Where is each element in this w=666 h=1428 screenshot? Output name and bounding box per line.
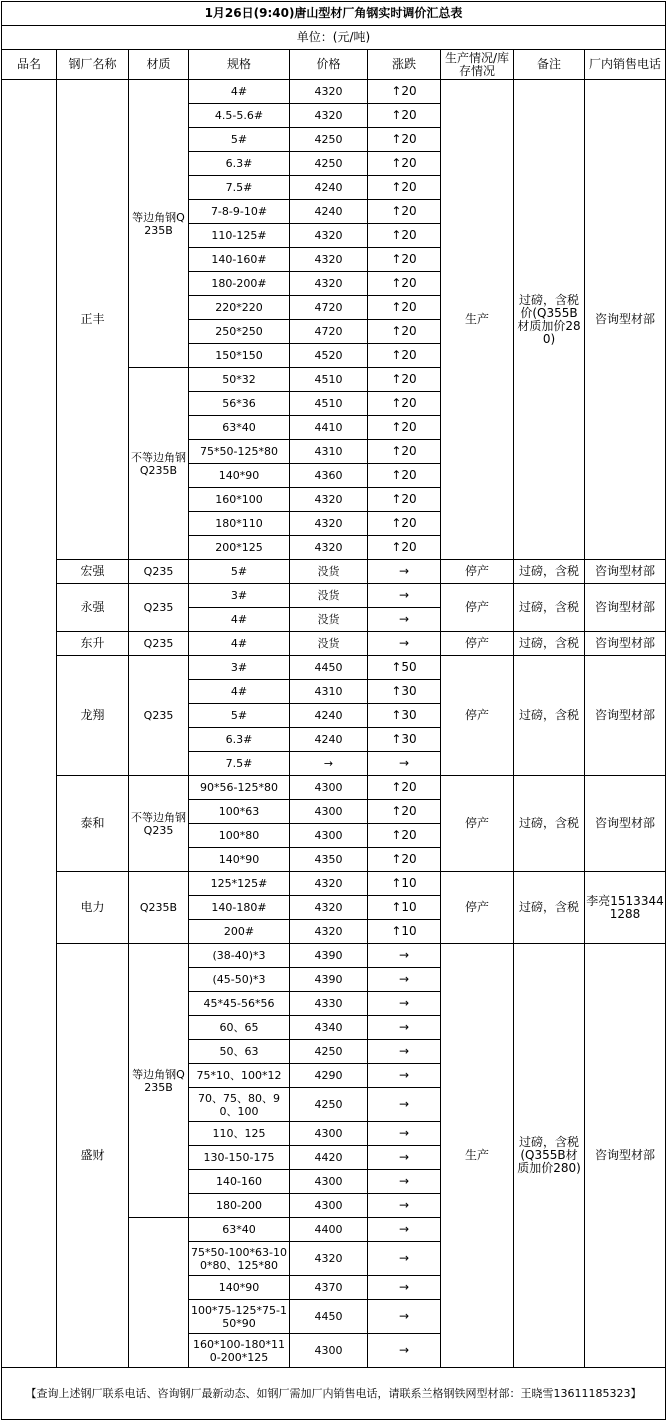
change-cell: ↑20 (368, 272, 441, 296)
spec-cell: 4# (189, 680, 290, 704)
spec-cell: 125*125# (189, 872, 290, 896)
price-cell: 4320 (290, 224, 368, 248)
price-cell: 没货 (290, 584, 368, 608)
price-cell: 4400 (290, 1218, 368, 1242)
change-cell: → (368, 1276, 441, 1300)
spec-cell: 4# (189, 632, 290, 656)
change-cell: ↑20 (368, 848, 441, 872)
table-row (2, 632, 666, 656)
spec-cell: 110、125 (189, 1122, 290, 1146)
price-cell: 4300 (290, 1170, 368, 1194)
price-cell: 4300 (290, 1334, 368, 1368)
price-cell: 4240 (290, 728, 368, 752)
change-cell: ↑20 (368, 248, 441, 272)
header-spec: 规格 (189, 50, 290, 80)
change-cell: ↑50 (368, 656, 441, 680)
header-material: 材质 (129, 50, 189, 80)
mill-name: 宏强 (57, 560, 129, 584)
price-cell: 4290 (290, 1064, 368, 1088)
status-cell: 停产 (441, 584, 514, 632)
spec-cell: 140-160# (189, 248, 290, 272)
product-cell (2, 80, 57, 1368)
change-cell: ↑20 (368, 440, 441, 464)
change-cell: → (368, 944, 441, 968)
price-cell: 4350 (290, 848, 368, 872)
spec-cell: 50、63 (189, 1040, 290, 1064)
change-cell: ↑10 (368, 896, 441, 920)
price-cell: 4320 (290, 872, 368, 896)
price-cell: 4360 (290, 464, 368, 488)
spec-cell: 100*63 (189, 800, 290, 824)
phone-cell: 咨询型材部 (585, 632, 666, 656)
spec-cell: 7.5# (189, 176, 290, 200)
spec-cell: 6.3# (189, 728, 290, 752)
change-cell: ↑20 (368, 128, 441, 152)
mill-name: 永强 (57, 584, 129, 632)
price-cell: 4310 (290, 440, 368, 464)
price-cell: 4300 (290, 1122, 368, 1146)
change-cell: ↑20 (368, 536, 441, 560)
change-cell: → (368, 992, 441, 1016)
price-cell: 4250 (290, 152, 368, 176)
price-cell: 4320 (290, 920, 368, 944)
mill-name: 东升 (57, 632, 129, 656)
phone-cell: 咨询型材部 (585, 776, 666, 872)
spec-cell: 4# (189, 608, 290, 632)
phone-cell: 咨询型材部 (585, 656, 666, 776)
spec-cell: 180-200# (189, 272, 290, 296)
price-cell: 4240 (290, 176, 368, 200)
table-row (2, 944, 666, 968)
phone-cell: 李亮15133441288 (585, 872, 666, 944)
change-cell: ↑20 (368, 368, 441, 392)
spec-cell: 3# (189, 584, 290, 608)
change-cell: → (368, 1122, 441, 1146)
spec-cell: 150*150 (189, 344, 290, 368)
change-cell: → (368, 1218, 441, 1242)
material-cell: Q235 (129, 632, 189, 656)
mill-name: 龙翔 (57, 656, 129, 776)
spec-cell: 4# (189, 80, 290, 104)
material-cell: 不等边角钢Q235 (129, 776, 189, 872)
table-row (2, 560, 666, 584)
spec-cell: 160*100 (189, 488, 290, 512)
spec-cell: 100*75-125*75-150*90 (189, 1300, 290, 1334)
spec-cell: 5# (189, 560, 290, 584)
header-note: 备注 (514, 50, 585, 80)
spec-cell: (38-40)*3 (189, 944, 290, 968)
change-cell: → (368, 608, 441, 632)
change-cell: ↑20 (368, 416, 441, 440)
table-row (2, 80, 666, 104)
note-cell: 过磅，含税 (514, 560, 585, 584)
change-cell: → (368, 1170, 441, 1194)
spec-cell: 200# (189, 920, 290, 944)
change-cell: → (368, 1242, 441, 1276)
price-cell: 没货 (290, 632, 368, 656)
price-cell: 没货 (290, 560, 368, 584)
spec-cell: 100*80 (189, 824, 290, 848)
change-cell: ↑20 (368, 344, 441, 368)
spec-cell: 110-125# (189, 224, 290, 248)
price-cell: 4320 (290, 488, 368, 512)
spec-cell: 6.3# (189, 152, 290, 176)
change-cell: → (368, 1146, 441, 1170)
footer-note: 【查询上述钢厂联系电话、咨询钢厂最新动态、如钢厂需加厂内销售电话，请联系兰格钢铁网型材部：王晓雪13611185323】 (2, 1368, 666, 1420)
price-cell: 4320 (290, 512, 368, 536)
note-cell: 过磅，含税 (514, 584, 585, 632)
change-cell: ↑20 (368, 80, 441, 104)
mill-name: 电力 (57, 872, 129, 944)
change-cell: ↑30 (368, 728, 441, 752)
change-cell: ↑20 (368, 824, 441, 848)
header-change: 涨跌 (368, 50, 441, 80)
price-cell: → (290, 752, 368, 776)
phone-cell: 咨询型材部 (585, 584, 666, 632)
table-row (2, 584, 666, 608)
change-cell: ↑20 (368, 104, 441, 128)
change-cell: → (368, 1194, 441, 1218)
price-cell: 4520 (290, 344, 368, 368)
price-cell: 4250 (290, 1088, 368, 1122)
price-cell: 4300 (290, 1194, 368, 1218)
change-cell: → (368, 1016, 441, 1040)
phone-cell: 咨询型材部 (585, 944, 666, 1368)
spec-cell: 75*10、100*12 (189, 1064, 290, 1088)
note-cell: 过磅，含税(Q355B材质加价280) (514, 944, 585, 1368)
price-cell: 4410 (290, 416, 368, 440)
spec-cell: 140-160 (189, 1170, 290, 1194)
price-cell: 4390 (290, 944, 368, 968)
spec-cell: 75*50-125*80 (189, 440, 290, 464)
change-cell: → (368, 1300, 441, 1334)
status-cell: 停产 (441, 656, 514, 776)
spec-cell: 5# (189, 128, 290, 152)
price-cell: 4510 (290, 392, 368, 416)
spec-cell: 60、65 (189, 1016, 290, 1040)
status-cell: 停产 (441, 632, 514, 656)
spec-cell: 90*56-125*80 (189, 776, 290, 800)
spec-cell: 75*50-100*63-100*80、125*80 (189, 1242, 290, 1276)
material-cell: 等边角钢Q235B (129, 944, 189, 1218)
change-cell: ↑20 (368, 488, 441, 512)
change-cell: → (368, 1088, 441, 1122)
price-cell: 4310 (290, 680, 368, 704)
price-cell: 没货 (290, 608, 368, 632)
price-cell: 4450 (290, 656, 368, 680)
price-cell: 4370 (290, 1276, 368, 1300)
change-cell: → (368, 584, 441, 608)
change-cell: → (368, 560, 441, 584)
price-cell: 4420 (290, 1146, 368, 1170)
spec-cell: 140*90 (189, 1276, 290, 1300)
material-cell: Q235 (129, 584, 189, 632)
phone-cell: 咨询型材部 (585, 80, 666, 560)
material-cell: 等边角钢Q235B (129, 80, 189, 368)
note-cell: 过磅，含税 (514, 776, 585, 872)
price-cell: 4300 (290, 824, 368, 848)
change-cell: ↑20 (368, 464, 441, 488)
mill-name: 泰和 (57, 776, 129, 872)
change-cell: → (368, 632, 441, 656)
price-cell: 4300 (290, 800, 368, 824)
table-row (2, 776, 666, 800)
spec-cell: 7.5# (189, 752, 290, 776)
material-cell: Q235 (129, 656, 189, 776)
material-cell (129, 1218, 189, 1368)
spec-cell: 140*90 (189, 848, 290, 872)
spec-cell: 45*45-56*56 (189, 992, 290, 1016)
price-cell: 4450 (290, 1300, 368, 1334)
change-cell: → (368, 752, 441, 776)
unit-label: 单位：(元/吨) (2, 26, 666, 50)
change-cell: ↑30 (368, 680, 441, 704)
status-cell: 停产 (441, 560, 514, 584)
spec-cell: 4.5-5.6# (189, 104, 290, 128)
mill-name: 盛财 (57, 944, 129, 1368)
spec-cell: 5# (189, 704, 290, 728)
change-cell: ↑20 (368, 800, 441, 824)
spec-cell: 140*90 (189, 464, 290, 488)
note-cell: 过磅，含税 (514, 656, 585, 776)
status-cell: 生产 (441, 944, 514, 1368)
spec-cell: 63*40 (189, 416, 290, 440)
change-cell: ↑20 (368, 152, 441, 176)
change-cell: ↑20 (368, 176, 441, 200)
price-cell: 4320 (290, 248, 368, 272)
price-cell: 4720 (290, 320, 368, 344)
mill-name: 正丰 (57, 80, 129, 560)
spec-cell: 200*125 (189, 536, 290, 560)
spec-cell: 70、75、80、90、100 (189, 1088, 290, 1122)
change-cell: ↑20 (368, 320, 441, 344)
change-cell: ↑20 (368, 296, 441, 320)
note-cell: 过磅，含税 (514, 632, 585, 656)
header-mill: 钢厂名称 (57, 50, 129, 80)
price-cell: 4330 (290, 992, 368, 1016)
note-cell: 过磅，含税 (514, 872, 585, 944)
table-row (2, 872, 666, 896)
price-cell: 4240 (290, 704, 368, 728)
spec-cell: 50*32 (189, 368, 290, 392)
change-cell: ↑20 (368, 200, 441, 224)
change-cell: → (368, 1064, 441, 1088)
price-cell: 4340 (290, 1016, 368, 1040)
header-product: 品名 (2, 50, 57, 80)
price-cell: 4320 (290, 896, 368, 920)
page-title: 1月26日(9:40)唐山型材厂角钢实时调价汇总表 (2, 2, 666, 26)
spec-cell: 130-150-175 (189, 1146, 290, 1170)
price-cell: 4250 (290, 128, 368, 152)
price-table (1, 1, 666, 1420)
table-row (2, 656, 666, 680)
price-cell: 4390 (290, 968, 368, 992)
change-cell: ↑20 (368, 512, 441, 536)
price-cell: 4240 (290, 200, 368, 224)
spec-cell: 140-180# (189, 896, 290, 920)
price-cell: 4300 (290, 776, 368, 800)
change-cell: ↑10 (368, 872, 441, 896)
material-cell: Q235B (129, 872, 189, 944)
change-cell: → (368, 1334, 441, 1368)
spec-cell: (45-50)*3 (189, 968, 290, 992)
price-cell: 4320 (290, 536, 368, 560)
spec-cell: 250*250 (189, 320, 290, 344)
price-cell: 4320 (290, 1242, 368, 1276)
change-cell: ↑10 (368, 920, 441, 944)
change-cell: ↑20 (368, 392, 441, 416)
price-cell: 4320 (290, 104, 368, 128)
spec-cell: 7-8-9-10# (189, 200, 290, 224)
price-cell: 4320 (290, 80, 368, 104)
price-cell: 4320 (290, 272, 368, 296)
change-cell: → (368, 968, 441, 992)
price-cell: 4720 (290, 296, 368, 320)
spec-cell: 63*40 (189, 1218, 290, 1242)
spec-cell: 56*36 (189, 392, 290, 416)
header-phone: 厂内销售电话 (585, 50, 666, 80)
status-cell: 生产 (441, 80, 514, 560)
price-cell: 4250 (290, 1040, 368, 1064)
change-cell: → (368, 1040, 441, 1064)
spec-cell: 3# (189, 656, 290, 680)
status-cell: 停产 (441, 776, 514, 872)
header-price: 价格 (290, 50, 368, 80)
change-cell: ↑20 (368, 224, 441, 248)
phone-cell: 咨询型材部 (585, 560, 666, 584)
note-cell: 过磅，含税价(Q355B材质加价280) (514, 80, 585, 560)
spec-cell: 220*220 (189, 296, 290, 320)
material-cell: Q235 (129, 560, 189, 584)
spec-cell: 180-200 (189, 1194, 290, 1218)
change-cell: ↑20 (368, 776, 441, 800)
status-cell: 停产 (441, 872, 514, 944)
header-status: 生产情况/库存情况 (441, 50, 514, 80)
material-cell: 不等边角钢Q235B (129, 368, 189, 560)
spec-cell: 180*110 (189, 512, 290, 536)
spec-cell: 160*100-180*110-200*125 (189, 1334, 290, 1368)
price-cell: 4510 (290, 368, 368, 392)
change-cell: ↑30 (368, 704, 441, 728)
